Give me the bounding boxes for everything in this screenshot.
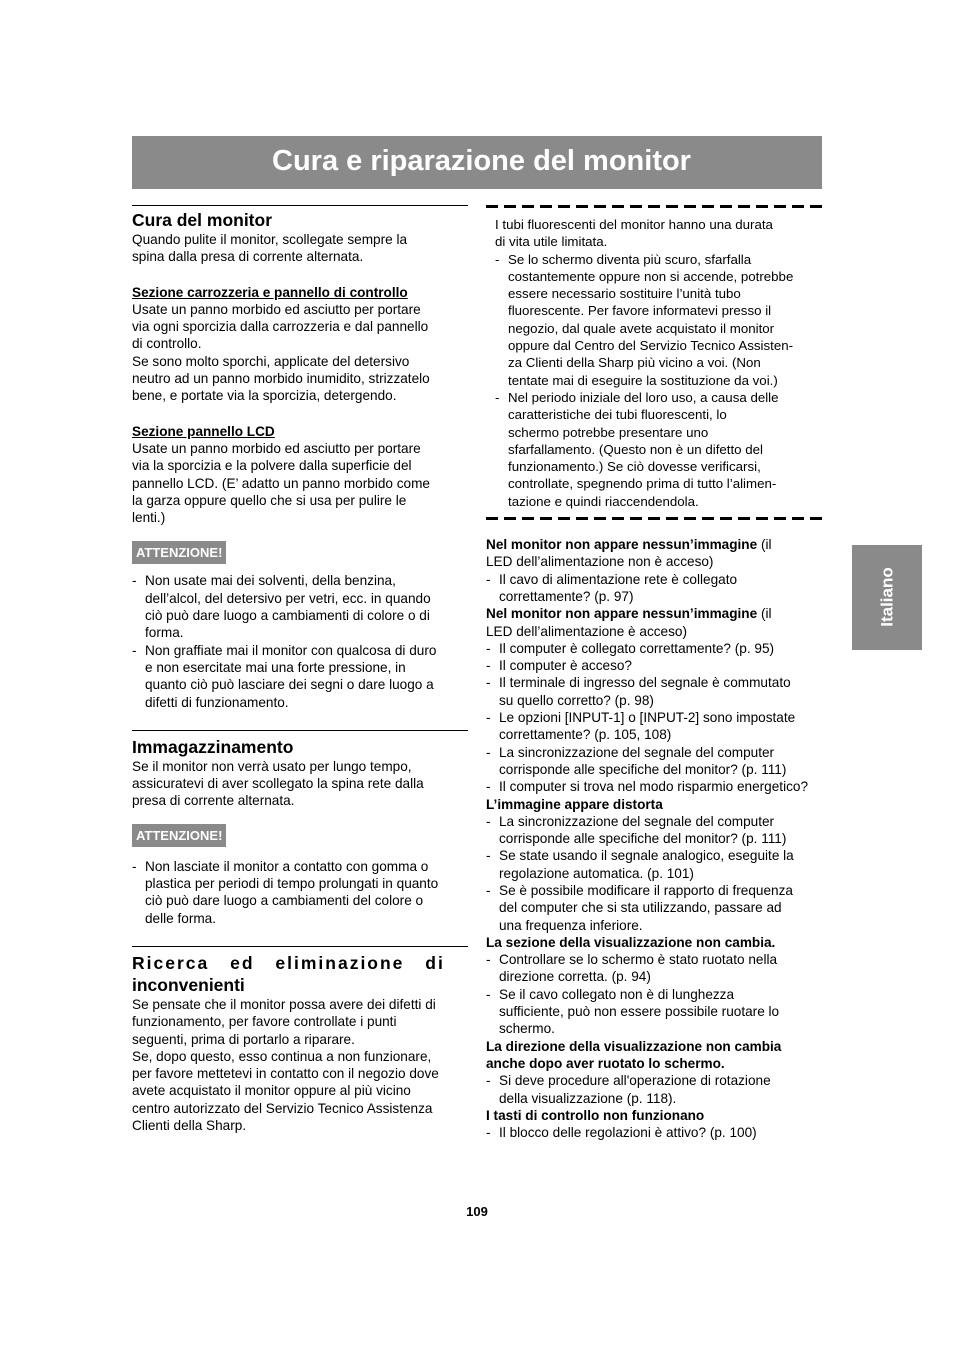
s1-items <box>486 571 822 606</box>
attention-badge: ATTENZIONE! <box>132 824 226 847</box>
text-line: I tubi fluorescenti del monitor hanno una durata <box>495 217 773 232</box>
trouble-no-image-on <box>486 605 822 795</box>
dashed-rule <box>486 517 822 520</box>
text-line: tentate mai di eseguire la sostituzione da voi.) <box>508 372 778 388</box>
text-line: - La sincronizzazione del segnale del computer <box>499 813 775 829</box>
s1-title-line2: LED dell’alimentazione non è acceso) <box>486 554 714 570</box>
text-line: assicuratevi di aver scollegato la spina rete dalla <box>132 776 424 792</box>
note-items <box>495 251 822 510</box>
language-tab-label: Italiano <box>877 567 897 627</box>
list-item <box>486 657 822 674</box>
text-line: - Se state usando il segnale analogico, eseguite la <box>499 848 794 864</box>
text-line: - Non lasciate il monitor a contatto con gomma o <box>145 858 429 874</box>
section-rule <box>132 730 468 731</box>
text-line: - Controllare se lo schermo è stato ruotato nella <box>499 952 778 968</box>
text-line: - Nel periodo iniziale del loro uso, a causa delle <box>508 389 779 405</box>
s2-title: Nel monitor non appare nessun’immagine <box>486 606 758 622</box>
note-intro <box>495 216 822 251</box>
trouble-rotation <box>486 1038 822 1107</box>
storage-warnings <box>132 858 468 927</box>
text-line: centro autorizzato del Servizio Tecnico Assistenza <box>132 1100 433 1116</box>
text-line: regolazione automatica. (p. 101) <box>499 865 694 881</box>
text-line: direzione corretta. (p. 94) <box>499 969 651 985</box>
text-line: sfarfallamento. (Questo non è un difetto del <box>508 441 764 457</box>
cura-warnings <box>132 572 468 710</box>
text-line: e non esercitate mai una forte pressione, in <box>145 659 406 675</box>
text-line: oppure dal Centro del Servizio Tecnico Assisten- <box>508 338 794 354</box>
text-line: schermo. <box>499 1021 555 1037</box>
text-line: via ogni sporcizia dalla carrozzeria e dal pannello <box>132 319 429 335</box>
storage-text <box>132 758 468 810</box>
text-line: plastica per periodi di tempo prolungati in quanto <box>145 876 439 892</box>
text-line: su quello corretto? (p. 98) <box>499 692 654 708</box>
list-item <box>486 571 822 606</box>
carrozzeria-text <box>132 301 468 405</box>
list-item <box>486 1124 822 1141</box>
title-banner <box>132 136 822 189</box>
text-line: di controllo. <box>132 336 202 352</box>
trouble-distorted <box>486 796 822 934</box>
text-line: delle forma. <box>145 910 217 926</box>
right-column <box>486 205 822 1141</box>
heading-trouble-line1: Ricerca ed eliminazione di <box>132 952 445 973</box>
page-title: Cura e riparazione del monitor <box>272 145 691 177</box>
text-line: - Il computer è acceso? <box>499 658 632 674</box>
s4-items <box>486 951 822 1037</box>
s5-items <box>486 1072 822 1107</box>
list-item <box>486 951 822 986</box>
text-line: funzionamento.) Se ciò dovesse verificarsi, <box>508 459 761 475</box>
lcd-text <box>132 440 468 526</box>
text-line: - Il blocco delle regolazioni è attivo? (p. 100) <box>499 1125 757 1141</box>
text-line: caratteristiche dei tubi fluorescenti, lo <box>508 407 727 423</box>
left-column <box>132 205 468 1134</box>
list-item <box>495 389 822 510</box>
text-line: - Se è possibile modificare il rapporto di frequenza <box>499 882 793 898</box>
text-line: - Le opzioni [INPUT-1] o [INPUT-2] sono impostate <box>499 710 796 726</box>
text-line: - Il computer è collegato correttamente? (p. 95) <box>499 640 775 656</box>
text-line: Se il monitor non verrà usato per lungo tempo, <box>132 758 412 774</box>
heading-storage: Immagazzinamento <box>132 736 294 757</box>
text-line: Quando pulite il monitor, scollegate sempre la <box>132 232 408 247</box>
s6-items <box>486 1124 822 1141</box>
trouble-no-image-off <box>486 536 822 605</box>
text-line: pannello LCD. (E’ adatto un panno morbido come <box>132 475 430 491</box>
text-line: per favore mettetevi in contatto con il negozio dove <box>132 1066 439 1082</box>
text-line: sufficiente, può non essere possibile ruotare lo <box>499 1004 780 1020</box>
text-line: seguenti, prima di portarlo a riparare. <box>132 1031 355 1047</box>
text-line: avete acquistato il monitor oppure al più vicino <box>132 1083 411 1099</box>
s3-items <box>486 813 822 934</box>
list-item <box>486 709 822 744</box>
text-line: ciò può dare luogo a cambiamenti del colore o <box>145 893 424 909</box>
list-item <box>486 882 822 934</box>
s1-title: Nel monitor non appare nessun’immagine <box>486 537 758 553</box>
text-line: lenti.) <box>132 510 166 526</box>
text-line: del computer che si sta utilizzando, passare ad <box>499 900 782 916</box>
subheading-lcd: Sezione pannello LCD <box>132 423 275 439</box>
text-line: - Il cavo di alimentazione rete è collegato <box>499 571 738 587</box>
list-item <box>486 847 822 882</box>
list-item <box>495 251 822 389</box>
text-line: Usate un panno morbido ed asciutto per portare <box>132 440 421 456</box>
text-line: fluorescente. Per favore informatevi presso il <box>508 303 772 319</box>
text-line: quanto ciò può lasciare dei segni o dare luogo a <box>145 677 434 693</box>
text-line: costantemente oppure non si accende, potrebbe <box>508 268 794 284</box>
heading-cura: Cura del monitor <box>132 210 273 230</box>
text-line: essere necessario sostituire l’unità tubo <box>508 286 741 302</box>
text-line: schermo potrebbe presentare uno <box>508 424 709 440</box>
list-item <box>486 1072 822 1107</box>
list-item <box>132 642 468 711</box>
text-line: una frequenza inferiore. <box>499 917 643 933</box>
attention-badge: ATTENZIONE! <box>132 541 226 564</box>
s2-title-rest: (il <box>757 606 772 622</box>
text-line: - Il computer si trova nel modo risparmio energetico? <box>499 779 809 795</box>
text-line: correttamente? (p. 97) <box>499 588 634 604</box>
text-line: della visualizzazione (p. 118). <box>499 1090 677 1106</box>
text-line: - Se lo schermo diventa più scuro, sfarfalla <box>508 251 752 267</box>
list-item <box>132 858 468 927</box>
text-line: di vita utile limitata. <box>495 234 608 250</box>
text-line: - La sincronizzazione del segnale del computer <box>499 744 775 760</box>
list-item <box>132 572 468 641</box>
s6-title: I tasti di controllo non funzionano <box>486 1107 705 1123</box>
list-item <box>486 778 822 795</box>
text-line: la garza oppure quello che si usa per pulire le <box>132 492 407 508</box>
text-line: za Clienti della Sharp più vicino a voi. (Non <box>508 355 761 371</box>
text-line: - Se il cavo collegato non è di lunghezza <box>499 986 735 1002</box>
cura-intro <box>132 231 468 266</box>
text-line: negozio, dal quale avete acquistato il monitor <box>508 320 775 336</box>
text-line: - Il terminale di ingresso del segnale è commutato <box>499 675 791 691</box>
page-number: 109 <box>466 1204 488 1219</box>
subheading-carrozzeria: Sezione carrozzeria e pannello di controllo <box>132 284 408 300</box>
text-line: bene, e portate via la sporcizia, detergendo. <box>132 388 397 404</box>
trouble-display-section <box>486 934 822 1038</box>
section-rule <box>132 205 468 206</box>
text-line: Clienti della Sharp. <box>132 1117 247 1133</box>
list-item <box>486 744 822 779</box>
heading-trouble-line2: inconvenienti <box>132 974 245 995</box>
text-line: - Non graffiate mai il monitor con qualcosa di duro <box>145 642 437 658</box>
text-line: corrisponde alle specifiche del monitor? (p. 111) <box>499 831 787 847</box>
section-rule <box>132 946 468 947</box>
trouble-keys <box>486 1107 822 1142</box>
s2-title-line2: LED dell’alimentazione è acceso) <box>486 623 687 639</box>
text-line: corrisponde alle specifiche del monitor? (p. 111) <box>499 761 787 777</box>
text-line: correttamente? (p. 105, 108) <box>499 727 672 743</box>
text-line: funzionamento, per favore controllate i punti <box>132 1014 397 1030</box>
text-line: - Non usate mai dei solventi, della benzina, <box>145 573 396 589</box>
s1-title-rest: (il <box>757 537 772 553</box>
s4-title: La sezione della visualizzazione non cambia. <box>486 934 776 950</box>
text-line: neutro ad un panno morbido inumidito, strizzatelo <box>132 371 430 387</box>
text-line: Se pensate che il monitor possa avere dei difetti di <box>132 996 436 1012</box>
list-item <box>486 640 822 657</box>
s5-title-line2: anche dopo aver ruotato lo schermo. <box>486 1055 725 1071</box>
list-item <box>486 813 822 848</box>
text-line: - Si deve procedure all'operazione di rotazione <box>499 1073 771 1089</box>
list-item <box>486 674 822 709</box>
text-line: dell’alcol, del detersivo per vetri, ecc. in quando <box>145 590 431 606</box>
text-line: tazione e quindi riaccendendola. <box>508 493 699 509</box>
text-line: controllate, spegnendo prima di tutto l’alimen- <box>508 476 777 492</box>
s3-title: L’immagine appare distorta <box>486 796 663 812</box>
trouble-text <box>132 996 468 1134</box>
text-line: via la sporcizia e la polvere dalla superficie del <box>132 458 412 474</box>
fluorescent-note <box>486 216 822 510</box>
dashed-rule <box>486 205 822 208</box>
text-line: Usate un panno morbido ed asciutto per portare <box>132 301 421 317</box>
text-line: ciò può dare luogo a cambiamenti di colore o di <box>145 608 430 624</box>
text-line: Se, dopo questo, esso continua a non funzionare, <box>132 1048 432 1064</box>
text-line: Se sono molto sporchi, applicate del detersivo <box>132 353 410 369</box>
text-line: presa di corrente alternata. <box>132 793 295 809</box>
text-line: forma. <box>145 625 184 641</box>
s2-items <box>486 640 822 796</box>
text-line: difetti di funzionamento. <box>145 694 289 710</box>
s5-title-line1: La direzione della visualizzazione non cambia <box>486 1038 782 1054</box>
list-item <box>486 986 822 1038</box>
language-tab <box>852 545 922 650</box>
text-line: spina dalla presa di corrente alternata. <box>132 249 364 265</box>
